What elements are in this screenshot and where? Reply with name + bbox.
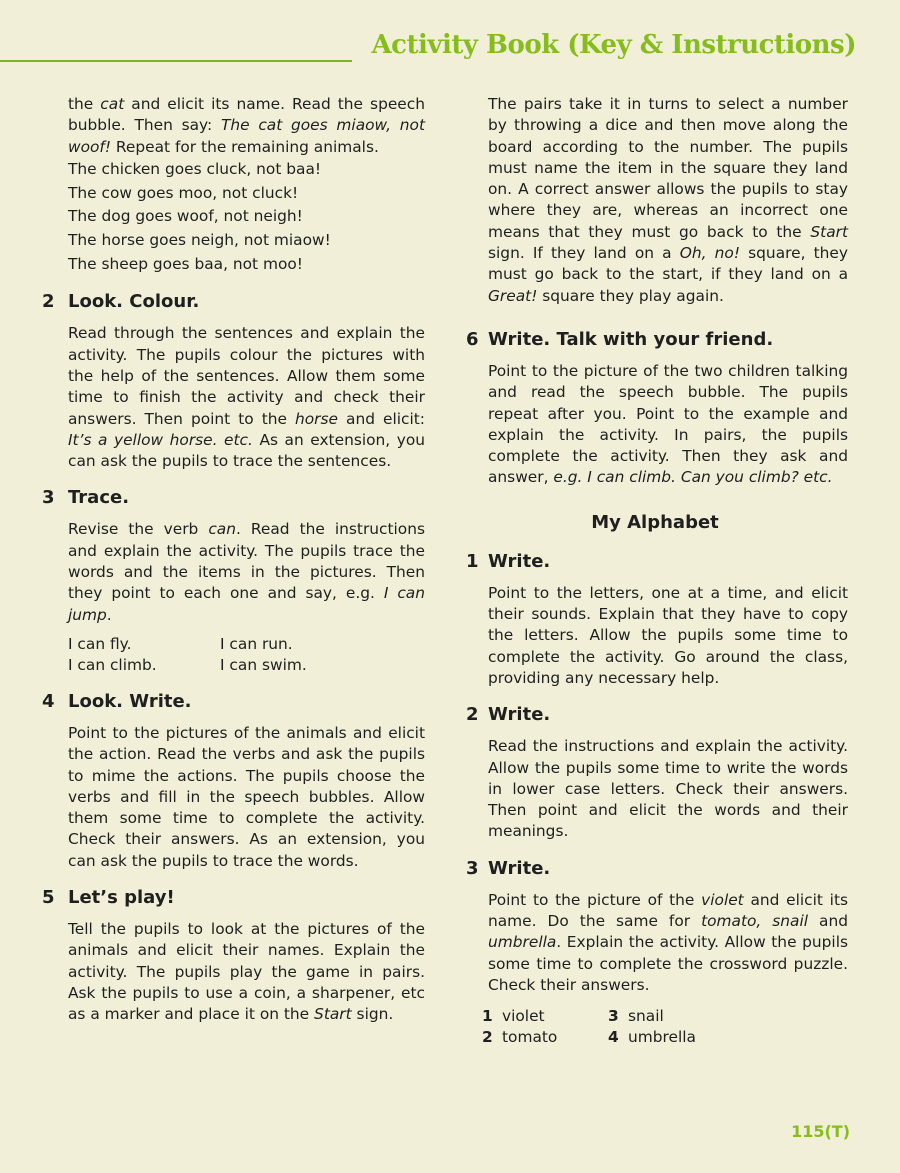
section-number: 3 <box>466 857 479 879</box>
text-run: Revise the verb <box>68 520 209 539</box>
text-run: and elicit its name. Do the same for <box>488 890 848 931</box>
section-heading <box>40 885 425 911</box>
section-body <box>488 890 848 996</box>
text-run: sign. If they land on a <box>488 244 680 263</box>
italic-text: I can jump <box>68 584 425 624</box>
section-body <box>488 583 848 689</box>
subheading-my-alphabet: My Alphabet <box>591 511 719 533</box>
italic-text: can <box>208 520 236 539</box>
text-run: Repeat for the remaining animals. <box>111 137 379 156</box>
answer-word: umbrella <box>628 1028 696 1047</box>
animal-sound-line: The chicken goes cluck, not baa! <box>68 159 322 178</box>
text-run: The pairs take it in turns to select a number by throwing a dice and then move along the board according to the number. The pupils must name the item in the square they land on. A correct answer allows the pupils to stay where they are, whereas an incorrect one means that they must go back to the <box>488 95 848 241</box>
italic-text: violet <box>701 890 744 909</box>
text-run: Read the instructions and explain the activity. Allow the pupils some time to write the words in lower case letters. Check their answers. Then point and elicit the words and their meanings. <box>488 737 848 841</box>
section-body <box>488 361 848 489</box>
answer-number: 1 <box>482 1007 493 1026</box>
section-body <box>68 323 425 472</box>
phrase: I can climb. <box>68 655 157 674</box>
answer-item <box>482 1027 608 1048</box>
answer-number: 3 <box>608 1007 619 1026</box>
section-number: 5 <box>42 887 55 909</box>
text-run: Tell the pupils to look at the pictures of the animals and elicit their names. Explain the activity. The pupils play the game in pairs. Ask the pupils to use a coin, a sharpener, etc as a marker and place it on the <box>68 920 425 1024</box>
text-run: As an extension, you can ask the pupils to trace the sentences. <box>68 430 425 471</box>
section-number: 6 <box>466 328 479 350</box>
italic-text: Start <box>314 1005 352 1024</box>
animal-sound-line: The horse goes neigh, not miaow! <box>68 231 331 249</box>
animal-sound-line: The cow goes moo, not cluck! <box>68 183 299 202</box>
answer-item <box>608 1006 734 1027</box>
right-column <box>462 94 848 1048</box>
text-run: Point to the pictures of the animals and elicit the action. Read the verbs and ask the pupils to mime the actions. The pupils choose the verbs and fill in the speech bubbles. Allow them some time to complete the activity. Check their answers. As an extension, you can ask the pupils to trace the words. <box>68 723 425 870</box>
section-title: Write. <box>488 550 551 572</box>
phrase: I can fly. <box>68 634 132 653</box>
italic-text: The cat goes miaow, not woof! <box>68 116 425 156</box>
animal-sounds-list <box>68 158 425 277</box>
text-run: . <box>106 605 112 624</box>
section-number: 3 <box>42 487 55 509</box>
italic-text: Oh, no! <box>679 244 740 263</box>
italic-text: e.g. I can climb. Can you climb? etc. <box>553 468 833 487</box>
text-run: and elicit: <box>338 409 425 428</box>
section-title: Write. Talk with your friend. <box>488 328 774 350</box>
text-run: Point to the letters, one at a time, and elicit their sounds. Explain that they have to copy the letters. Allow the pupils some time to complete the activity. Go around the class, providing any necessary help. <box>488 583 848 687</box>
section-heading <box>40 289 425 315</box>
italic-text: cat <box>100 95 125 113</box>
italic-text: umbrella <box>488 933 557 952</box>
section-number: 2 <box>42 291 55 313</box>
text-run: square, they must go back to the start, if they land on a <box>488 244 848 284</box>
section-title: Let’s play! <box>68 887 175 909</box>
text-run: the <box>68 95 101 113</box>
answer-key <box>482 1006 848 1048</box>
right-intro-paragraph <box>488 94 848 307</box>
section-title: Write. <box>488 857 551 879</box>
italic-text: Start <box>810 222 848 241</box>
section-title: Trace. <box>68 487 130 509</box>
text-run: sign. <box>351 1005 394 1024</box>
section-heading <box>462 327 848 353</box>
section-number: 4 <box>42 690 55 712</box>
section-title: Look. Write. <box>68 690 192 712</box>
section-body <box>488 736 848 842</box>
animal-sound-line: The sheep goes baa, not moo! <box>68 254 303 273</box>
answer-word: tomato <box>502 1028 558 1047</box>
phrase: I can swim. <box>220 655 307 674</box>
text-run: and <box>808 912 848 931</box>
section-body <box>68 919 425 1025</box>
page-number: 115(T) <box>791 1122 850 1141</box>
italic-text: tomato, snail <box>701 912 809 931</box>
section-heading <box>462 549 848 575</box>
phrase: I can run. <box>220 634 293 653</box>
text-run: Point to the picture of the two children talking and read the speech bubble. The pupils repeat after you. Point to the example and explain the activity. In pairs, the pupils complete the activity. Then they ask and answer, <box>488 361 848 487</box>
section-heading <box>462 856 848 882</box>
answer-item <box>608 1027 734 1048</box>
page-header-title: Activity Book (Key & Instructions) <box>371 30 856 60</box>
section-heading <box>40 689 425 715</box>
answer-word: snail <box>628 1007 664 1026</box>
can-phrases <box>68 634 425 676</box>
text-run: Read through the sentences and explain the activity. The pupils colour the pictures with the help of the sentences. Allow them some time to finish the activity and check their answers. Then point to the <box>68 324 425 428</box>
text-run: and elicit its name. Read the speech bubble. Then say: <box>68 95 425 135</box>
text-run: square they play again. <box>537 286 724 305</box>
section-body <box>68 723 425 872</box>
italic-text: It’s a yellow horse. etc. <box>68 430 253 449</box>
text-run: . Read the instructions and explain the activity. The pupils trace the words and the items in the pictures. Then they point to each one and say, e.g. <box>68 520 425 603</box>
section-body <box>68 519 425 625</box>
section-title: Look. Colour. <box>68 291 200 313</box>
section-heading <box>462 702 848 728</box>
answer-word: violet <box>502 1007 545 1026</box>
answer-number: 2 <box>482 1028 493 1047</box>
left-intro-paragraph <box>68 94 425 158</box>
left-column <box>40 94 425 1026</box>
header-rule <box>0 60 352 62</box>
italic-text: Great! <box>488 286 538 305</box>
section-title: Write. <box>488 704 551 726</box>
italic-text: horse <box>295 409 338 428</box>
section-heading <box>40 485 425 511</box>
answer-item <box>482 1006 608 1027</box>
section-number: 2 <box>466 704 479 726</box>
animal-sound-line: The dog goes woof, not neigh! <box>68 207 303 226</box>
section-number: 1 <box>466 550 479 572</box>
answer-number: 4 <box>608 1028 619 1047</box>
text-run: . Explain the activity. Allow the pupils some time to complete the crossword puzzle. Check their answers. <box>488 933 848 994</box>
text-run: Point to the picture of the <box>488 890 702 909</box>
